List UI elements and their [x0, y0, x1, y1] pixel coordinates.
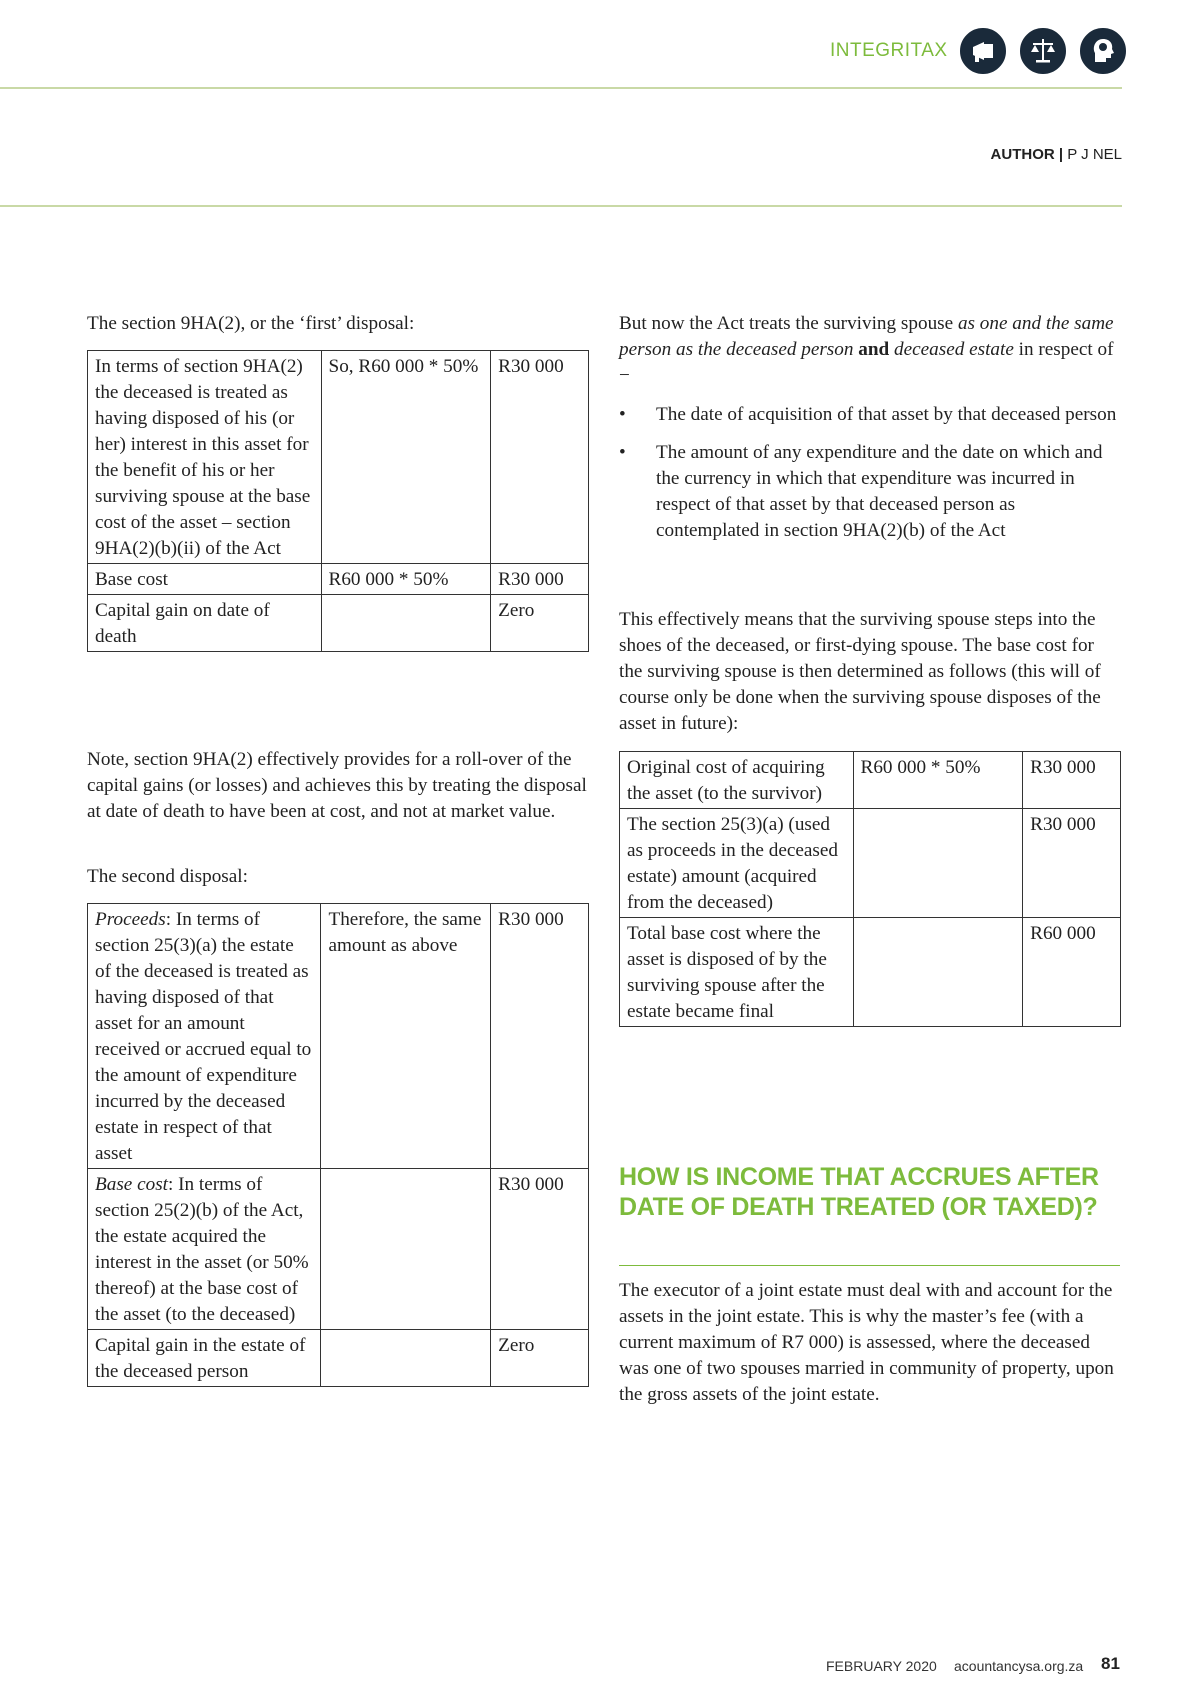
head-icon — [1080, 28, 1126, 74]
site-link[interactable]: acountancysa.org.za — [954, 1658, 1084, 1674]
table-cell: R30 000 — [491, 564, 589, 595]
author-rule — [0, 205, 1122, 207]
scales-icon — [1020, 28, 1066, 74]
table-cell: Therefore, the same amount as above — [321, 904, 491, 1169]
table-cell: R60 000 — [1023, 918, 1121, 1027]
table-cell — [88, 1330, 321, 1387]
author-label: AUTHOR | — [990, 146, 1064, 163]
table-cell: R60 000 * 50% — [321, 564, 491, 595]
table-cell: So, R60 000 * 50% — [321, 351, 491, 564]
table-cell — [88, 904, 321, 1169]
megaphone-icon — [960, 28, 1006, 74]
table-cell: R30 000 — [1023, 752, 1121, 809]
second-disposal-table — [87, 903, 589, 1387]
base-cost-table — [619, 751, 1121, 1027]
table-cell: R30 000 — [491, 351, 589, 564]
table-row — [620, 752, 1121, 809]
table-cell — [321, 595, 491, 652]
table-cell: The section 25(3)(a) (used as proceeds in the deceased estate) amount (acquired from the deceased) — [620, 809, 854, 918]
label-text: : In terms of section 25(3)(a) the estate of the deceased is treated as having disposed of that asset for an amount received or accrued equal to the amount of expenditure incurred by the deceased estate in respect of that asset — [95, 909, 312, 1164]
table-cell: Total base cost where the asset is disposed of by the surviving spouse after the estate became final — [620, 918, 854, 1027]
author-line — [991, 146, 1122, 163]
rollover-note: Note, section 9HA(2) effectively provides for a roll-over of the capital gains (or losses) and achieves this by treating the disposal at date of death to have been at cost, and not at market value. — [87, 749, 587, 822]
header-rule — [0, 87, 1122, 89]
author-name: P J NEL — [1067, 146, 1122, 163]
intro-emphasis: as one and the same person as the deceased person — [619, 313, 1114, 360]
table-cell — [853, 809, 1023, 918]
table-cell: In terms of section 9HA(2) the deceased is treated as having disposed of his (or her) interest in this asset for the benefit of his or her surviving spouse at the base cost of the asset – section 9HA(2)(b)(ii) of the Act — [88, 351, 322, 564]
list-item: • The amount of any expenditure and the date on which and the currency in which that expenditure was incurred in respect of that asset by that deceased person as contemplated in section 9HA(2)(b) of the Act — [619, 440, 1119, 544]
table-cell: Zero — [491, 1330, 589, 1387]
brand-name: INTEGRITAX — [830, 40, 948, 61]
table-row — [88, 564, 589, 595]
table-cell: R30 000 — [491, 904, 589, 1169]
table-row — [88, 904, 589, 1169]
table-cell: R30 000 — [491, 1169, 589, 1330]
label-text: Capital gain in the estate of the deceased person — [95, 1335, 306, 1382]
intro-text: in respect of − — [619, 339, 1114, 386]
table-cell — [88, 1169, 321, 1330]
label-emphasis: Proceeds — [95, 909, 166, 930]
label-text: : In terms of section 25(2)(b) of the Act, the estate acquired the interest in the asset (or 50% thereof) at the base cost of the asset (to the deceased) — [95, 1174, 309, 1325]
page-number: 81 — [1101, 1654, 1120, 1673]
table-cell: R30 000 — [1023, 809, 1121, 918]
bullet-list — [619, 402, 1119, 556]
table-row — [620, 809, 1121, 918]
effect-paragraph: This effectively means that the surviving spouse steps into the shoes of the deceased, or first-dying spouse. The base cost for the surviving spouse is then determined as follows (this will of course only be done when the surviving spouse disposes of the asset in future): — [619, 609, 1101, 734]
list-item: • The date of acquisition of that asset by that deceased person — [619, 402, 1119, 428]
table-cell — [321, 1169, 491, 1330]
first-disposal-intro: The section 9HA(2), or the ‘first’ disposal: — [87, 313, 415, 334]
second-disposal-intro: The second disposal: — [87, 866, 248, 887]
heading-rule — [619, 1265, 1120, 1266]
section-heading: HOW IS INCOME THAT ACCRUES AFTER DATE OF DEATH TREATED (OR TAXED)? — [619, 1163, 1099, 1221]
table-row — [88, 1330, 589, 1387]
table-cell: Capital gain on date of death — [88, 595, 322, 652]
first-disposal-table — [87, 350, 589, 652]
executor-paragraph: The executor of a joint estate must deal with and account for the assets in the joint estate. This is why the master’s fee (with a current maximum of R7 000) is assessed, where the deceased was one of two spouses married in community of property, upon the gross assets of the joint estate. — [619, 1280, 1114, 1405]
intro-strong: and — [853, 339, 894, 360]
table-cell: Base cost — [88, 564, 322, 595]
label-emphasis: Base cost — [95, 1174, 169, 1195]
table-row — [88, 595, 589, 652]
table-cell — [853, 918, 1023, 1027]
table-row — [88, 351, 589, 564]
table-row — [620, 918, 1121, 1027]
table-cell — [321, 1330, 491, 1387]
table-cell: Zero — [491, 595, 589, 652]
same-person-intro — [619, 311, 1119, 389]
issue-date: FEBRUARY 2020 — [826, 1658, 937, 1674]
intro-text: But now the Act treats the surviving spouse — [619, 313, 958, 334]
table-cell: Original cost of acquiring the asset (to the survivor) — [620, 752, 854, 809]
table-row — [88, 1169, 589, 1330]
intro-emphasis: deceased estate — [894, 339, 1014, 360]
table-cell: R60 000 * 50% — [853, 752, 1023, 809]
